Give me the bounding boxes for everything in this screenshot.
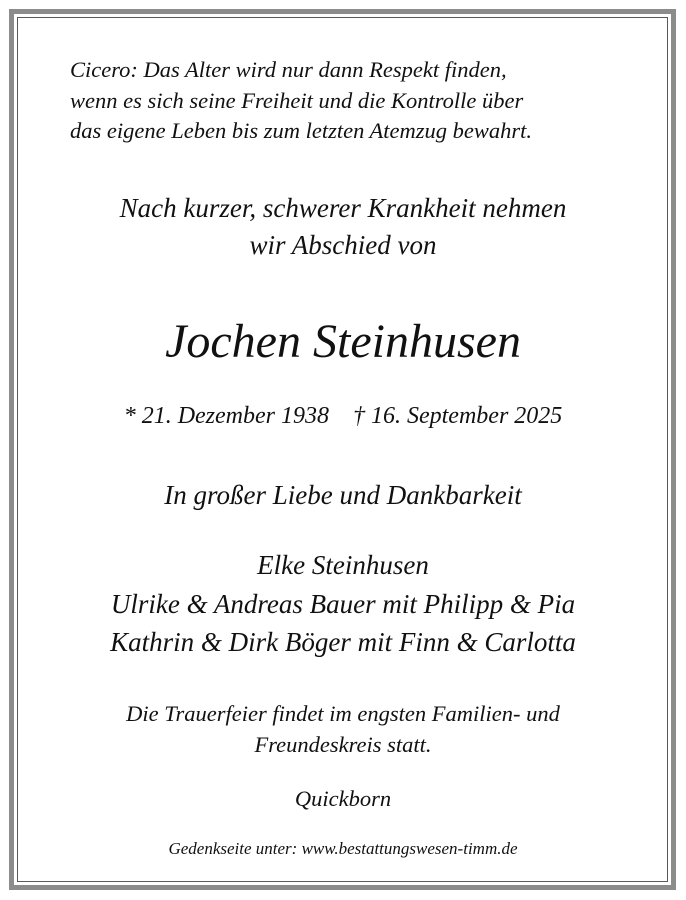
memorial-page-footer: Gedenkseite unter: www.bestattungswesen-timm.de: [168, 839, 518, 858]
mourner-2: Ulrike & Andreas Bauer mit Philipp & Pia: [110, 589, 576, 619]
quote-line-3: das eigene Leben bis zum letzten Atemzug bewahrt.: [70, 118, 533, 143]
intro-line-1: Nach kurzer, schwerer Krankheit nehmen: [119, 193, 567, 223]
life-dates: * 21. Dezember 1938 † 16. September 2025: [123, 403, 563, 429]
dedication: In großer Liebe und Dankbarkeit: [164, 480, 522, 510]
quote-line-2: wenn es sich seine Freiheit und die Kontrolle über: [70, 88, 524, 113]
ceremony-line-2: Freundeskreis statt.: [254, 732, 432, 757]
mourner-1: Elke Steinhusen: [257, 550, 429, 580]
ceremony-line-1: Die Trauerfeier findet im engsten Familien- und: [126, 701, 560, 726]
deceased-name: Jochen Steinhusen: [165, 315, 521, 368]
mourner-3: Kathrin & Dirk Böger mit Finn & Carlotta: [110, 627, 576, 657]
intro-line-2: wir Abschied von: [249, 230, 437, 260]
location: Quickborn: [294, 786, 392, 811]
quote-line-1: Cicero: Das Alter wird nur dann Respekt finden,: [70, 57, 507, 82]
